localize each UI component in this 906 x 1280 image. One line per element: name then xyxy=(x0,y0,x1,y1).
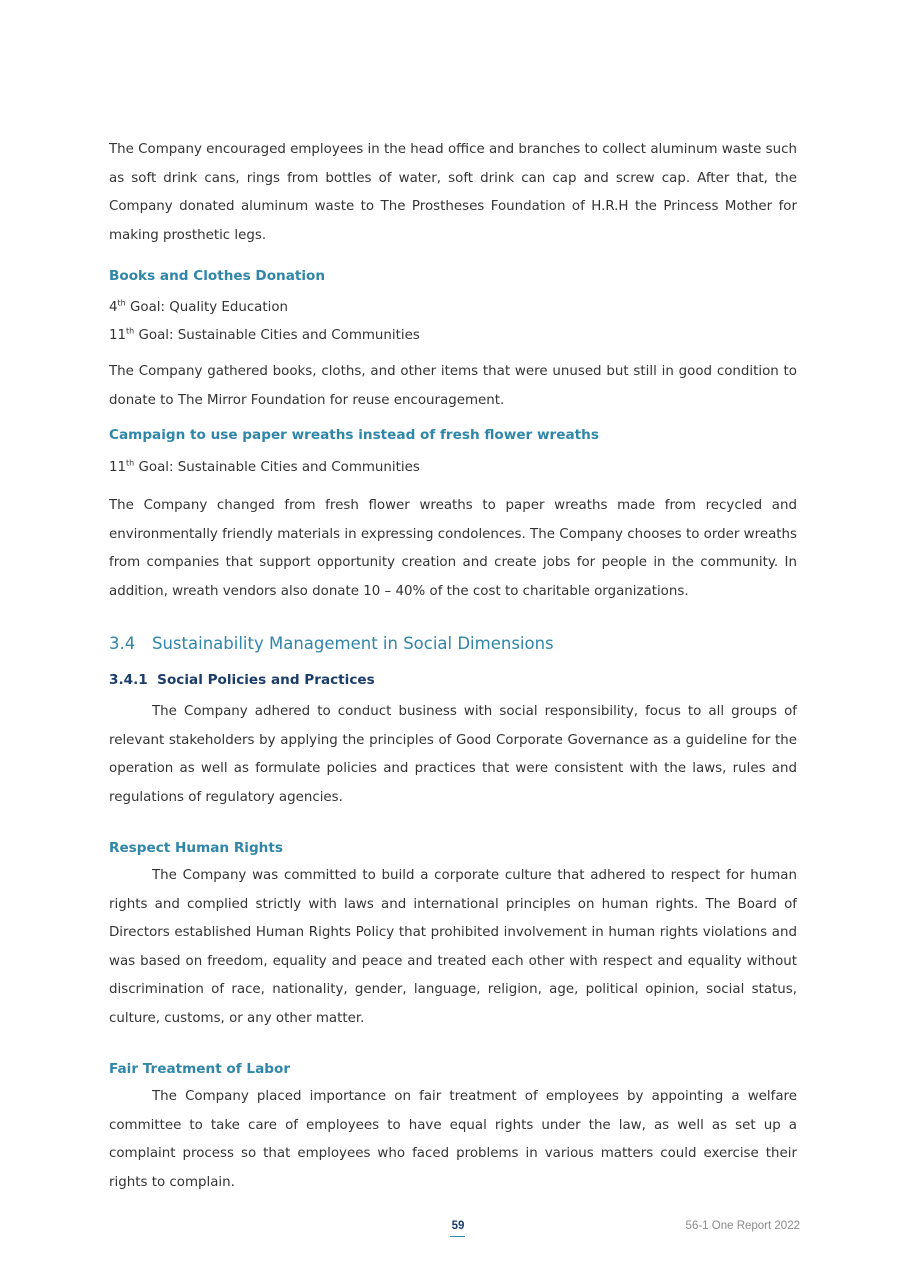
books-paragraph: The Company gathered books, cloths, and other items that were unused but still in good condition to donate to The Mirror Foundation for reuse encouragement. xyxy=(109,364,797,408)
books-heading: Books and Clothes Donation xyxy=(109,268,326,284)
intro-paragraph: The Company encouraged employees in the head office and branches to collect aluminum waste such as soft drink cans, rings from bottles of water, soft drink can cap and screw cap. After that, the Company donated aluminum waste to The Prostheses Foundation of H.R.H the Princess Mother for making prosthetic legs. xyxy=(109,142,797,243)
report-name: 56-1 One Report 2022 xyxy=(685,1220,800,1232)
goal-sustainable-cities: 11th Goal: Sustainable Cities and Communities xyxy=(109,326,420,343)
page-content xyxy=(109,136,797,1197)
subsection-paragraph: The Company adhered to conduct business with social responsibility, focus to all groups of relevant stakeholders by applying the principles of Good Corporate Governance as a guideline for the operation as well as formulate policies and practices that were consistent with the laws, rules and regulations of regulatory agencies. xyxy=(109,704,797,805)
wreaths-goal: 11th Goal: Sustainable Cities and Communities xyxy=(109,458,420,475)
section-number: 3.4 xyxy=(109,634,136,653)
books-goals xyxy=(109,294,797,350)
wreaths-heading: Campaign to use paper wreaths instead of fresh flower wreaths xyxy=(109,427,599,443)
labor-heading: Fair Treatment of Labor xyxy=(109,1061,291,1077)
section-heading xyxy=(109,632,797,656)
subsection-heading: 3.4.1 Social Policies and Practices xyxy=(109,672,375,688)
page-number-underline xyxy=(450,1236,465,1237)
human-rights-paragraph: The Company was committed to build a corporate culture that adhered to respect for human rights and complied strictly with laws and international principles on human rights. The Board of Directors established Human Rights Policy that prohibited involvement in human rights violations and was based on freedom, equality and peace and treated each other with respect and equality without discrimination of race, nationality, gender, language, religion, age, political opinion, social status, culture, customs, or any other matter. xyxy=(109,868,797,1026)
wreaths-paragraph: The Company changed from fresh flower wreaths to paper wreaths made from recycled and environmentally friendly materials in expressing condolences. The Company chooses to order wreaths from companies that support opportunity creation and create jobs for people in the community. In addition, wreath vendors also donate 10 – 40% of the cost to charitable organizations. xyxy=(109,498,797,599)
goal-quality-education: 4th Goal: Quality Education xyxy=(109,298,289,315)
section-title: Sustainability Management in Social Dimensions xyxy=(152,634,554,653)
human-rights-heading: Respect Human Rights xyxy=(109,840,283,856)
page-number: 59 xyxy=(451,1220,465,1232)
labor-paragraph: The Company placed importance on fair treatment of employees by appointing a welfare committee to take care of employees to have equal rights under the law, as well as set up a complaint process so that employees who faced problems in various matters could exercise their rights to complain. xyxy=(109,1089,797,1190)
